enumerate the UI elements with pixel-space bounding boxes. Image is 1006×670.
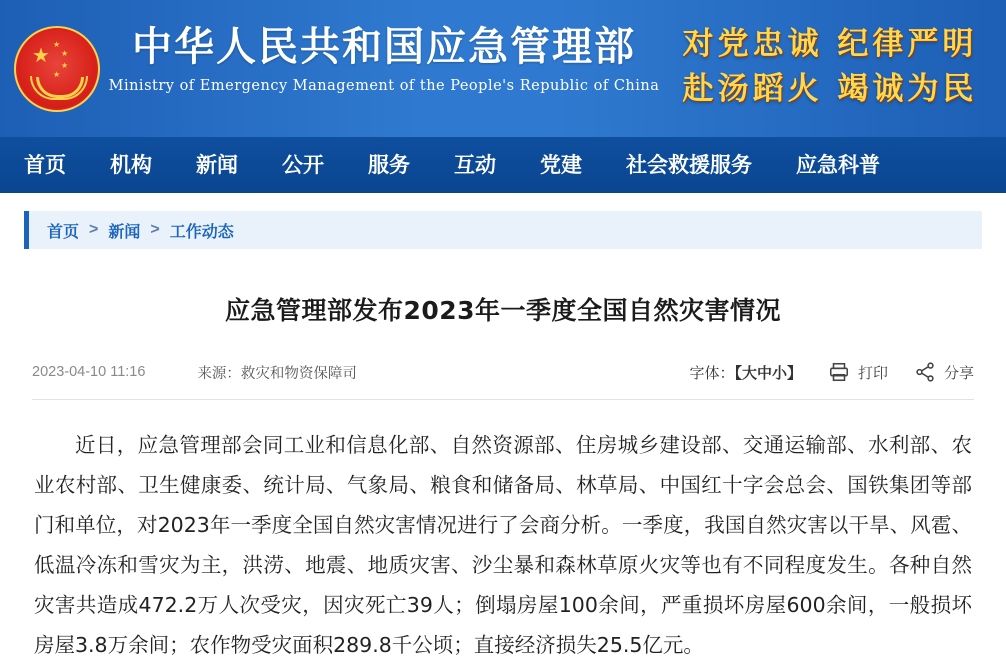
article-source: 来源：救灾和物资保障司: [197, 365, 357, 382]
emblem-star-small-3: ★: [61, 61, 69, 70]
breadcrumb-container: [0, 193, 1006, 249]
share-label: 分享: [943, 364, 974, 382]
breadcrumb-separator-2: >: [150, 221, 160, 238]
emblem-star-large: ★: [32, 45, 50, 67]
breadcrumb-item-news[interactable]: 新闻: [108, 223, 141, 241]
article-body: 近日，应急管理部会同工业和信息化部、自然资源部、住房城乡建设部、交通运输部、水利部、农业农村部、卫生健康委、统计局、气象局、粮食和储备局、林草局、中国红十字会总会、国铁集团等部门和单位，对2023年一季度全国自然灾害情况进行了会商分析。一季度，我国自然灾害以干旱、风雹、低温冷冻和雪灾为主，洪涝、地震、地质灾害、沙尘暴和森林草原火灾等也有不同程度发生。各种自然灾害共造成472.2万人次受灾，因灾死亡39人；倒塌房屋100余间，严重损坏房屋600余间，一般损坏房屋3.8万余间；农作物受灾面积289.8千公顷；直接经济损失25.5亿元。: [34, 433, 972, 657]
site-title-en: Ministry of Emergency Management of the People's Republic of China: [108, 78, 660, 94]
printer-icon: [828, 361, 850, 383]
emblem-star-small-4: ★: [53, 70, 61, 79]
emblem-star-small-1: ★: [53, 40, 61, 49]
nav-item-home[interactable]: 首页: [24, 153, 66, 177]
slogan-line-2: 赴汤蹈火 竭诚为民: [682, 70, 978, 107]
article-tools: [689, 361, 974, 383]
publish-date: 2023-04-10 11:16: [32, 364, 146, 380]
breadcrumb-separator-1: >: [89, 221, 99, 238]
emblem-star-small-2: ★: [61, 49, 69, 58]
font-size-options[interactable]: 【大中小】: [734, 364, 802, 382]
site-slogan: [672, 22, 988, 112]
page-title: 应急管理部发布2023年一季度全国自然灾害情况: [224, 296, 782, 325]
share-icon: [914, 361, 936, 383]
nav-item-organization[interactable]: 机构: [110, 153, 152, 177]
article: [0, 291, 1006, 666]
print-button[interactable]: [828, 361, 888, 383]
nav-item-social-rescue[interactable]: 社会救援服务: [626, 153, 752, 177]
nav-item-disclosure[interactable]: 公开: [282, 153, 324, 177]
nav-item-interaction[interactable]: 互动: [454, 153, 496, 177]
meta-divider: [32, 399, 974, 400]
site-title-block: [104, 22, 664, 94]
national-emblem-icon: [14, 26, 100, 112]
nav-item-party-building[interactable]: 党建: [540, 153, 582, 177]
nav-item-news[interactable]: 新闻: [196, 153, 238, 177]
slogan-line-1: 对党忠诚 纪律严明: [682, 26, 978, 62]
print-label: 打印: [857, 364, 888, 382]
main-navigation: [0, 137, 1006, 193]
breadcrumb-item-current: 工作动态: [169, 223, 234, 241]
breadcrumb: [24, 211, 982, 249]
font-size-label: 字体：: [689, 364, 735, 382]
font-size-control[interactable]: [689, 362, 802, 383]
nav-item-emergency-science[interactable]: 应急科普: [796, 153, 880, 177]
share-button[interactable]: [914, 361, 974, 383]
nav-item-services[interactable]: 服务: [368, 153, 410, 177]
site-title-cn: 中华人民共和国应急管理部: [132, 23, 636, 70]
breadcrumb-item-home[interactable]: 首页: [47, 223, 80, 241]
article-meta: [24, 361, 982, 383]
site-header: [0, 0, 1006, 137]
